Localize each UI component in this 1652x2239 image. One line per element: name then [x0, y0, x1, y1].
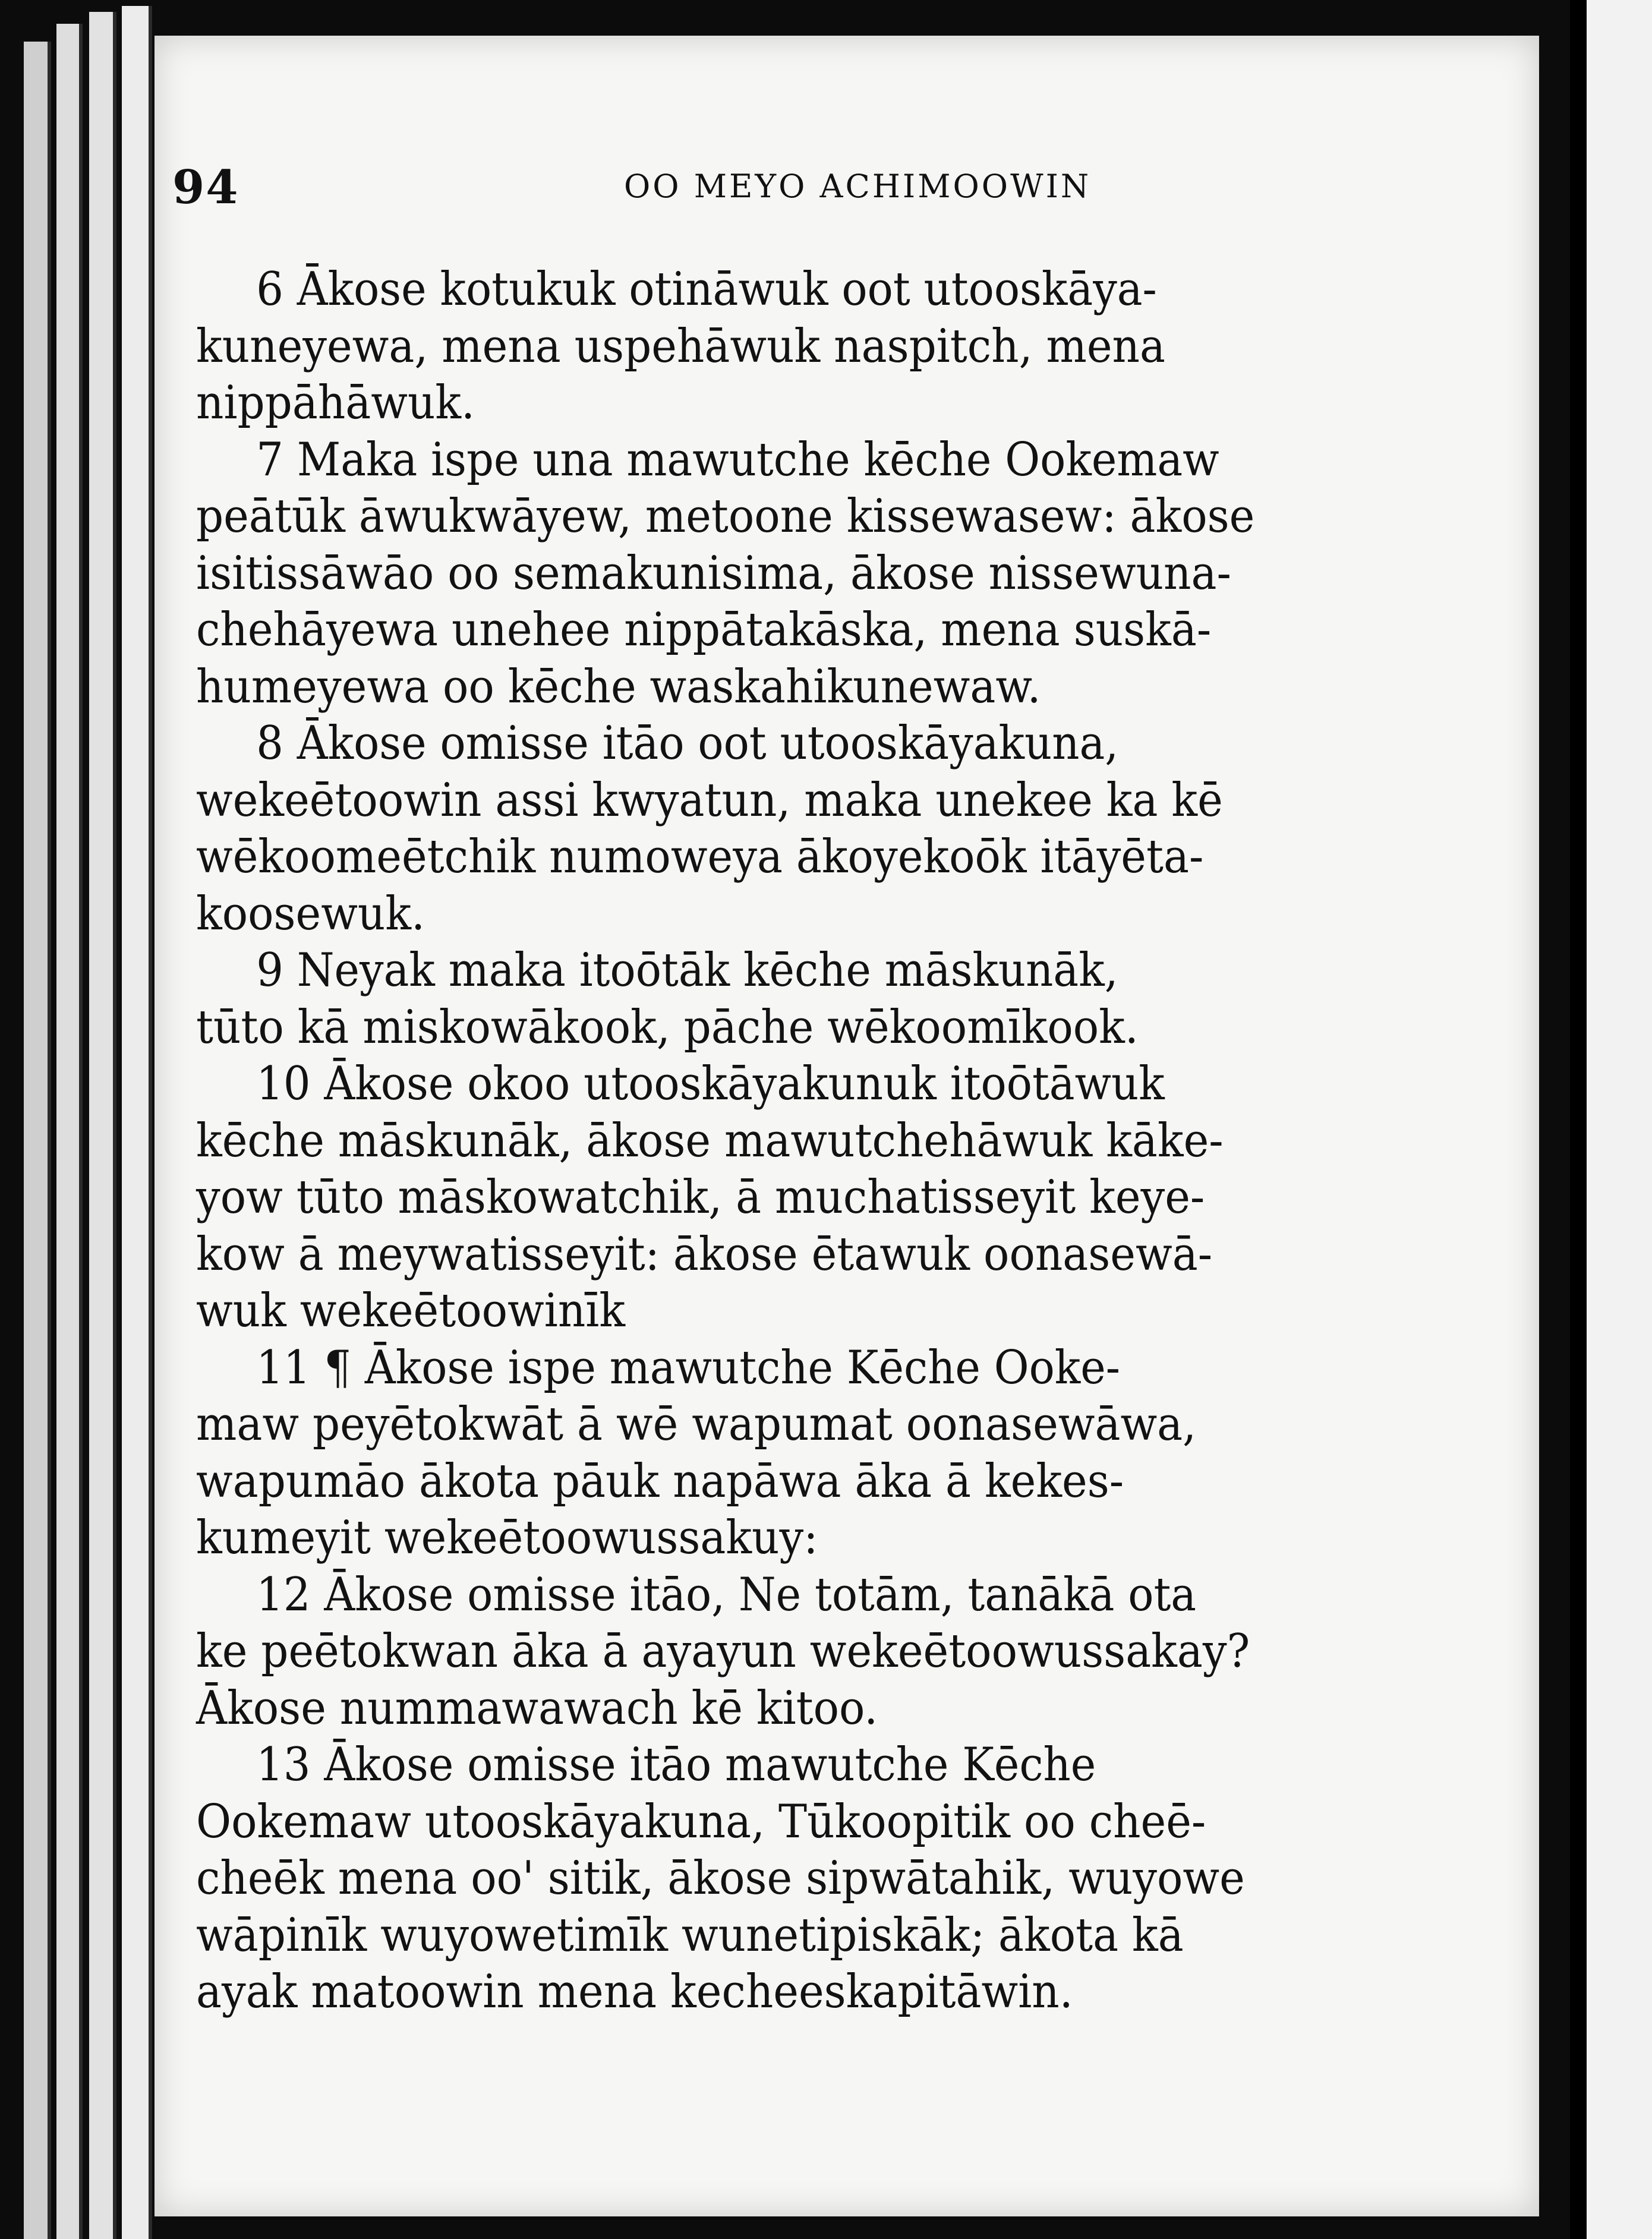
- text-line: wuk wekeētoowinīk: [196, 1284, 626, 1338]
- facing-page-edge: [1570, 0, 1652, 2239]
- text-line: 7 Maka ispe una mawutche kēche Ookemaw: [256, 433, 1219, 487]
- text-line: wāpinīk wuyowetimīk wunetipiskāk; ākota kā: [196, 1908, 1184, 1962]
- text-line: 8 Ākose omisse itāo oot utooskāyakuna,: [256, 717, 1119, 770]
- text-line: kuneyewa, mena uspehāwuk naspitch, mena: [196, 319, 1165, 373]
- text-line: tūto kā miskowākook, pāche wēkoomīkook.: [196, 1000, 1139, 1054]
- text-line: ayak matoowin mena kecheeskapitāwin.: [196, 1965, 1073, 2019]
- text-line: chehāyewa unehee nippātakāska, mena suskā-: [196, 603, 1212, 657]
- text-line: isitissāwāo oo semakunisima, ākose nissewuna-: [196, 546, 1231, 600]
- page-edge: [89, 12, 116, 2239]
- page-edge: [56, 24, 83, 2239]
- body-text: [196, 261, 1456, 2021]
- running-title: OO MEYO ACHIMOOWIN: [624, 168, 1092, 205]
- text-line: 10 Ākose okoo utooskāyakunuk itoōtāwuk: [256, 1057, 1165, 1111]
- page-number: 94: [172, 160, 239, 215]
- text-line: maw peyētokwāt ā wē wapumat oonasewāwa,: [196, 1398, 1197, 1451]
- page-edge: [122, 6, 152, 2239]
- text-line: 6 Ākose kotukuk otināwuk oot utooskāya-: [256, 263, 1157, 316]
- text-line: kow ā meywatisseyit: ākose ētawuk oonasewā-: [196, 1227, 1213, 1281]
- text-line: 12 Ākose omisse itāo, Ne totām, tanākā ota: [256, 1568, 1197, 1622]
- text-line: 13 Ākose omisse itāo mawutche Kēche: [256, 1738, 1096, 1792]
- text-line: kēche māskunāk, ākose mawutchehāwuk kāke-: [196, 1114, 1224, 1168]
- text-line: 11 ¶ Ākose ispe mawutche Kēche Ooke-: [256, 1341, 1121, 1395]
- text-line: wekeētoowin assi kwyatun, maka unekee ka kē: [196, 773, 1223, 827]
- text-line: ke peētokwan āka ā ayayun wekeētoowussakay?: [196, 1625, 1250, 1678]
- text-line: yow tūto māskowatchik, ā muchatisseyit keye-: [196, 1171, 1205, 1224]
- text-line: 9 Neyak maka itoōtāk kēche māskunāk,: [256, 944, 1118, 997]
- text-line: Ākose nummawawach kē kitoo.: [196, 1681, 878, 1735]
- text-line: wēkoomeētchik numoweya ākoyekoōk itāyēta-: [196, 830, 1204, 884]
- text-line: Ookemaw utooskāyakuna, Tūkoopitik oo cheē-: [196, 1795, 1206, 1849]
- text-line: koosewuk.: [196, 887, 425, 941]
- text-line: nippāhāwuk.: [196, 376, 475, 430]
- text-line: kumeyit wekeētoowussakuy:: [196, 1511, 818, 1565]
- text-line: peātūk āwukwāyew, metoone kissewasew: ākose: [196, 490, 1255, 543]
- text-line: cheēk mena oo' sitik, ākose sipwātahik, wuyowe: [196, 1852, 1245, 1905]
- text-line: humeyewa oo kēche waskahikunewaw.: [196, 660, 1041, 714]
- text-line: wapumāo ākota pāuk napāwa āka ā kekes-: [196, 1454, 1124, 1508]
- page-header: [172, 160, 1183, 232]
- page-edge: [24, 42, 51, 2239]
